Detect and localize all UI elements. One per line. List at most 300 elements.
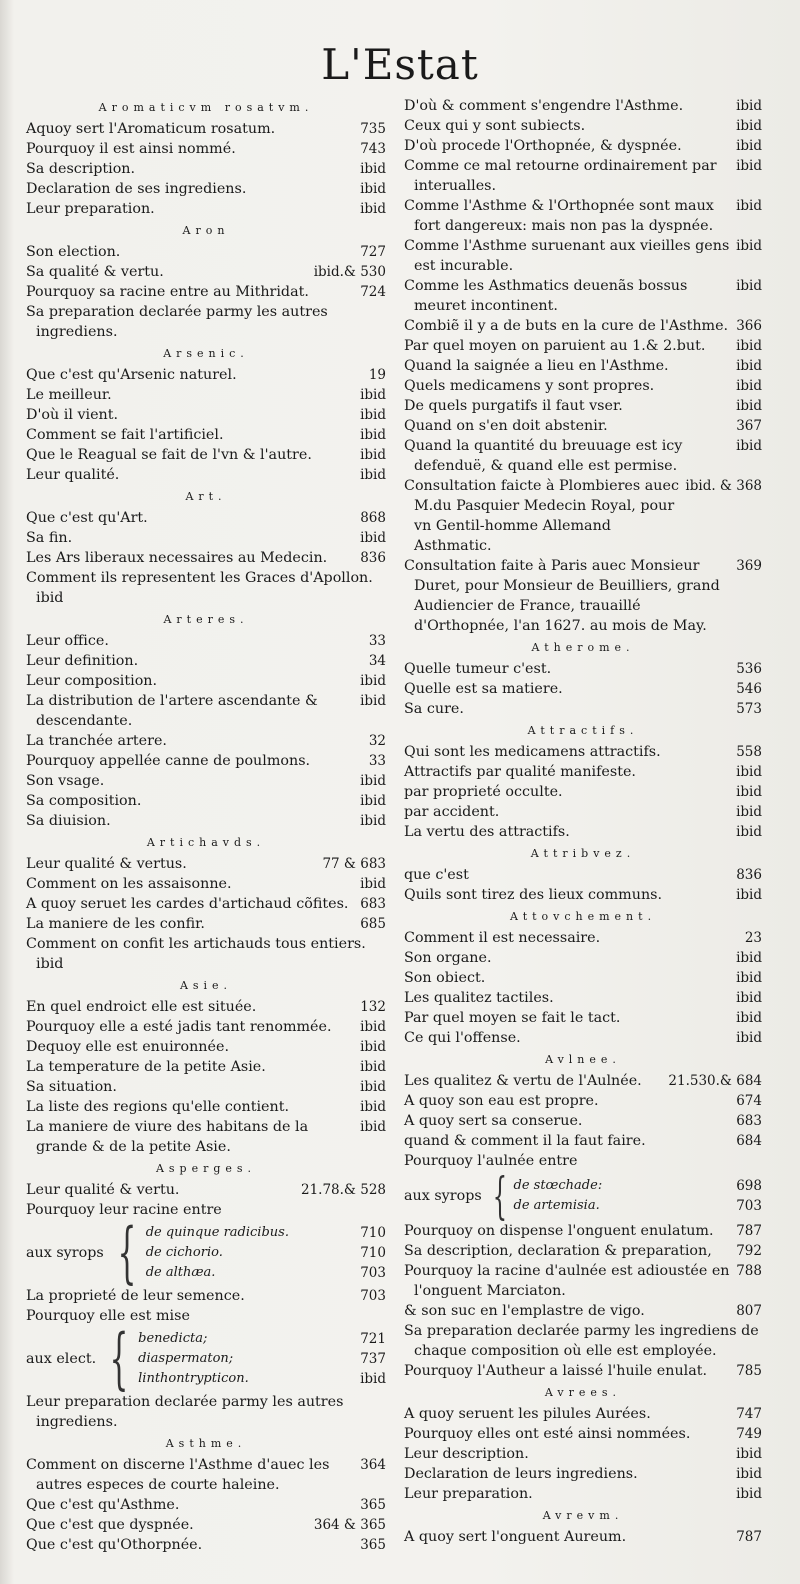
page-reference: ibid bbox=[360, 427, 386, 443]
entry-text: Pourquoy leur racine entre bbox=[26, 1202, 222, 1218]
index-entry bbox=[26, 1286, 386, 1306]
entry-text: Sa description, declaration & preparation, bbox=[404, 1243, 712, 1259]
index-entry bbox=[26, 1017, 386, 1037]
entry-text: Le meilleur. bbox=[26, 387, 112, 403]
index-entry bbox=[404, 865, 762, 885]
section-heading: Arteres. bbox=[163, 613, 249, 626]
entry-text: Sa qualité & vertu. bbox=[26, 264, 164, 280]
index-entry bbox=[404, 556, 762, 636]
section-heading: Avrevm. bbox=[542, 1509, 624, 1522]
group-item bbox=[146, 1263, 386, 1283]
entry-text: Quelle tumeur c'est. bbox=[404, 661, 552, 677]
entry-text: Quand la saignée a lieu en l'Asthme. bbox=[404, 358, 669, 374]
page-reference: ibid bbox=[360, 693, 386, 709]
index-entry bbox=[26, 425, 386, 445]
index-entry bbox=[404, 1071, 762, 1091]
entry-text: Pourquoy elle a esté jadis tant renommée. bbox=[26, 1019, 332, 1035]
index-entry bbox=[404, 928, 762, 948]
page-reference: 546 bbox=[736, 681, 762, 697]
index-entry bbox=[404, 396, 762, 416]
index-entry bbox=[26, 405, 386, 425]
group-item bbox=[146, 1223, 386, 1243]
page-reference: ibid bbox=[736, 138, 762, 154]
page-reference: ibid bbox=[736, 198, 762, 214]
section-heading: Attribvez. bbox=[530, 847, 636, 860]
entry-text: Leur description. bbox=[404, 1446, 529, 1462]
index-entry bbox=[404, 1028, 762, 1048]
entry-text: Que le Reagual se fait de l'vn & l'autre. bbox=[26, 447, 312, 463]
page-reference: ibid bbox=[360, 1119, 386, 1135]
index-entry bbox=[26, 791, 386, 811]
entry-text: Pourquoy appellée canne de poulmons. bbox=[26, 753, 311, 769]
entry-text: La proprieté de leur semence. bbox=[26, 1288, 245, 1304]
page-reference: 32 bbox=[368, 733, 386, 749]
page-reference: ibid bbox=[736, 338, 762, 354]
entry-text: Leur office. bbox=[26, 633, 109, 649]
entry-text: Comment on les assaisonne. bbox=[26, 876, 232, 892]
page-reference: 685 bbox=[360, 916, 386, 932]
entry-text: Pourquoy elle est mise bbox=[26, 1308, 190, 1324]
entry-text: que c'est bbox=[404, 867, 469, 883]
right-column bbox=[404, 96, 762, 1547]
entry-text: Comme ce mal retourne ordinairement par interualles. bbox=[404, 158, 717, 194]
section-heading: Asie. bbox=[179, 979, 233, 992]
entry-text: quand & comment il la faut faire. bbox=[404, 1133, 646, 1149]
page-reference: 743 bbox=[360, 141, 386, 157]
index-entry bbox=[26, 811, 386, 831]
index-entry bbox=[404, 136, 762, 156]
section-heading: Arsenic. bbox=[163, 347, 249, 360]
group-item bbox=[514, 1176, 763, 1196]
entry-text: La liste des regions qu'elle contient. bbox=[26, 1099, 290, 1115]
entry-text: Sa cure. bbox=[404, 701, 464, 717]
group-item bbox=[146, 1243, 386, 1263]
entry-text: D'où & comment s'engendre l'Asthme. bbox=[404, 98, 684, 114]
entry-text: Dequoy elle est enuironnée. bbox=[26, 1039, 229, 1055]
index-entry bbox=[404, 1444, 762, 1464]
index-entry bbox=[26, 262, 386, 282]
entry-text: Declaration de ses ingrediens. bbox=[26, 181, 247, 197]
page-reference: ibid bbox=[736, 98, 762, 114]
entry-text: Quelle est sa matiere. bbox=[404, 681, 563, 697]
index-entry bbox=[26, 1495, 386, 1515]
page-reference: ibid bbox=[736, 970, 762, 986]
entry-text: A quoy seruent les pilules Aurées. bbox=[404, 1406, 651, 1422]
entry-text: Declaration de leurs ingrediens. bbox=[404, 1466, 638, 1482]
index-entry bbox=[404, 699, 762, 719]
index-entry bbox=[26, 528, 386, 548]
entry-text: Sa fin. bbox=[26, 530, 73, 546]
index-entry bbox=[404, 1091, 762, 1111]
page-reference: ibid.& 530 bbox=[313, 264, 386, 280]
page-reference: 710 bbox=[360, 1245, 386, 1261]
page-reference: 703 bbox=[736, 1198, 762, 1214]
brace-glyph: { bbox=[492, 1167, 507, 1225]
page-reference: 787 bbox=[736, 1223, 762, 1239]
index-entry bbox=[26, 997, 386, 1017]
page-reference: 807 bbox=[736, 1303, 762, 1319]
entry-text: Pourquoy l'Autheur a laissé l'huile enulat. bbox=[404, 1363, 708, 1379]
page-reference: 34 bbox=[368, 653, 386, 669]
index-entry bbox=[404, 1131, 762, 1151]
index-entry bbox=[404, 1404, 762, 1424]
group-item bbox=[138, 1329, 386, 1349]
index-entry bbox=[26, 568, 386, 608]
index-entry bbox=[404, 1321, 762, 1361]
entry-text: D'où procede l'Orthopnée, & dyspnée. bbox=[404, 138, 682, 154]
page-reference: 365 bbox=[360, 1497, 386, 1513]
entry-text: Quels medicamens y sont propres. bbox=[404, 378, 655, 394]
entry-text: diaspermaton; bbox=[138, 1351, 234, 1366]
entry-text: par proprieté occulte. bbox=[404, 784, 563, 800]
index-entry bbox=[26, 1057, 386, 1077]
entry-text: La distribution de l'artere ascendante & descendante. bbox=[26, 693, 318, 729]
entry-text: Sa preparation declarée parmy les autres ingrediens. bbox=[26, 304, 328, 340]
index-entry bbox=[404, 1151, 762, 1171]
entry-text: La tranchée artere. bbox=[26, 733, 167, 749]
index-entry bbox=[404, 96, 762, 116]
entry-text: de cichorio. bbox=[145, 1245, 223, 1260]
index-entry bbox=[26, 934, 386, 974]
index-entry bbox=[404, 336, 762, 356]
index-entry bbox=[404, 659, 762, 679]
entry-text: Attractifs par qualité manifeste. bbox=[404, 764, 636, 780]
entry-text: Son organe. bbox=[404, 950, 492, 966]
page-reference: ibid bbox=[360, 793, 386, 809]
entry-text: Qui sont les medicamens attractifs. bbox=[404, 744, 661, 760]
entry-text: Pourquoy la racine d'aulnée est adioustée en l'onguent Marciaton. bbox=[404, 1263, 730, 1299]
entry-text: Sa situation. bbox=[26, 1079, 117, 1095]
section-heading: Attovchement. bbox=[509, 910, 657, 923]
entry-text: Combiẽ il y a de buts en la cure de l'Asthme. bbox=[404, 318, 729, 334]
index-entry bbox=[404, 376, 762, 396]
index-entry bbox=[404, 988, 762, 1008]
entry-text: Que c'est qu'Arsenic naturel. bbox=[26, 367, 237, 383]
entry-text: Leur preparation declarée parmy les autres ingrediens. bbox=[26, 1394, 344, 1430]
page-reference: 710 bbox=[360, 1225, 386, 1241]
page-reference: 77 & 683 bbox=[322, 856, 386, 872]
entry-text: La vertu des attractifs. bbox=[404, 824, 570, 840]
section-heading: Aromaticvm rosatvm. bbox=[98, 101, 314, 114]
entry-text: Son obiect. bbox=[404, 970, 486, 986]
index-entry bbox=[404, 1241, 762, 1261]
page-reference: 21.78.& 528 bbox=[300, 1182, 386, 1198]
index-entry bbox=[404, 476, 762, 556]
page-reference: 703 bbox=[360, 1265, 386, 1281]
index-entry bbox=[404, 762, 762, 782]
entry-text: Ce qui l'offense. bbox=[404, 1030, 521, 1046]
entry-text: Comment ils representent les Graces d'Apollon. ibid bbox=[26, 570, 373, 606]
page-reference: ibid bbox=[360, 1039, 386, 1055]
entry-text: Leur definition. bbox=[26, 653, 139, 669]
entry-text: De quels purgatifs il faut vser. bbox=[404, 398, 623, 414]
group-label: aux elect. bbox=[26, 1351, 97, 1367]
entry-text: Quand la quantité du breuuage est icy defenduë, & quand elle est permise. bbox=[404, 438, 683, 474]
page-reference: ibid bbox=[736, 1486, 762, 1502]
page-reference: 868 bbox=[360, 510, 386, 526]
index-entry bbox=[404, 679, 762, 699]
index-entry bbox=[26, 1077, 386, 1097]
index-entry bbox=[26, 1455, 386, 1495]
index-entry bbox=[26, 854, 386, 874]
entry-text: A quoy son eau est propre. bbox=[404, 1093, 599, 1109]
entry-text: Comment se fait l'artificiel. bbox=[26, 427, 224, 443]
page-reference: 369 bbox=[736, 558, 762, 574]
entry-text: La maniere de viure des habitans de la grande & de la petite Asie. bbox=[26, 1119, 309, 1155]
index-entry bbox=[26, 199, 386, 219]
group-label: aux syrops bbox=[26, 1245, 104, 1261]
page-reference: 727 bbox=[360, 244, 386, 260]
index-entry bbox=[404, 1261, 762, 1301]
entry-text: Comme l'Asthme suruenant aux vieilles gens est incurable. bbox=[404, 238, 730, 274]
page-reference: 364 bbox=[360, 1457, 386, 1473]
section-heading: Art. bbox=[185, 490, 227, 503]
index-entry bbox=[404, 316, 762, 336]
group-items bbox=[514, 1176, 763, 1216]
section-heading: Avlnee. bbox=[545, 1053, 621, 1066]
entry-text: A quoy seruet les cardes d'artichaud cõfites. bbox=[26, 896, 349, 912]
entry-text: Pourquoy sa racine entre au Mithridat. bbox=[26, 284, 309, 300]
index-entry bbox=[26, 548, 386, 568]
page-reference: 724 bbox=[360, 284, 386, 300]
index-entry bbox=[26, 914, 386, 934]
page-reference: 698 bbox=[736, 1178, 762, 1194]
index-entry bbox=[404, 196, 762, 236]
page-reference: ibid bbox=[360, 387, 386, 403]
page-reference: 836 bbox=[736, 867, 762, 883]
entry-text: de artemisia. bbox=[513, 1198, 600, 1213]
left-column bbox=[26, 96, 386, 1555]
entry-text: Comme l'Asthme & l'Orthopnée sont maux fort dangereux: mais non pas la dyspnée. bbox=[404, 198, 714, 234]
entry-text: Par quel moyen on paruient au 1.& 2.but. bbox=[404, 338, 706, 354]
page-reference: 683 bbox=[736, 1113, 762, 1129]
index-entry bbox=[26, 671, 386, 691]
page-reference: 21.530.& 684 bbox=[668, 1073, 762, 1089]
index-entry bbox=[26, 1097, 386, 1117]
index-entry bbox=[26, 651, 386, 671]
page-reference: ibid bbox=[736, 398, 762, 414]
section-heading: Aron bbox=[182, 224, 230, 237]
entry-text: Sa description. bbox=[26, 161, 136, 177]
section-heading: Asthme. bbox=[165, 1437, 247, 1450]
page-reference: 703 bbox=[360, 1288, 386, 1304]
page-reference: 792 bbox=[736, 1243, 762, 1259]
page-reference: ibid bbox=[360, 1059, 386, 1075]
group-items bbox=[146, 1223, 386, 1283]
entry-text: Que c'est qu'Art. bbox=[26, 510, 148, 526]
page-reference: ibid bbox=[360, 530, 386, 546]
page-reference: ibid bbox=[736, 887, 762, 903]
entry-text: Par quel moyen se fait le tact. bbox=[404, 1010, 621, 1026]
index-entry bbox=[26, 385, 386, 405]
entry-text: Son vsage. bbox=[26, 773, 105, 789]
index-entry bbox=[26, 465, 386, 485]
entry-text: Aquoy sert l'Aromaticum rosatum. bbox=[26, 121, 276, 137]
page-reference: 573 bbox=[736, 701, 762, 717]
page-reference: ibid bbox=[360, 201, 386, 217]
entry-text: Leur preparation. bbox=[26, 201, 155, 217]
index-entry bbox=[26, 1306, 386, 1326]
section-heading: Avrees. bbox=[544, 1386, 622, 1399]
entry-text: par accident. bbox=[404, 804, 500, 820]
entry-text: Leur composition. bbox=[26, 673, 158, 689]
page-reference: 365 bbox=[360, 1537, 386, 1553]
index-entry bbox=[404, 416, 762, 436]
page-reference: ibid bbox=[736, 378, 762, 394]
entry-text: La maniere de les confir. bbox=[26, 916, 205, 932]
entry-text: Pourquoy on dispense l'onguent enulatum. bbox=[404, 1223, 714, 1239]
index-entry bbox=[26, 771, 386, 791]
page-reference: ibid bbox=[736, 238, 762, 254]
page-reference: 132 bbox=[360, 999, 386, 1015]
index-entry bbox=[26, 631, 386, 651]
index-entry bbox=[26, 1392, 386, 1432]
page-reference: ibid bbox=[736, 278, 762, 294]
index-entry bbox=[404, 948, 762, 968]
page-reference: ibid bbox=[736, 764, 762, 780]
entry-text: Sa preparation declarée parmy les ingrediens de chaque composition où elle est employée. bbox=[404, 1323, 759, 1359]
section-heading: Atherome. bbox=[531, 641, 635, 654]
bracketed-group bbox=[26, 1320, 386, 1397]
entry-text: Comme les Asthmatics deuenãs bossus meuret incontinent. bbox=[404, 278, 688, 314]
index-entry bbox=[26, 751, 386, 771]
page-reference: 749 bbox=[736, 1426, 762, 1442]
page-reference: ibid bbox=[360, 1099, 386, 1115]
entry-text: A quoy sert l'onguent Aureum. bbox=[404, 1529, 627, 1545]
group-item bbox=[138, 1369, 386, 1389]
page-reference: ibid bbox=[360, 161, 386, 177]
page-reference: ibid bbox=[360, 467, 386, 483]
page-reference: 787 bbox=[736, 1529, 762, 1545]
page-reference: ibid bbox=[736, 1446, 762, 1462]
index-entry bbox=[404, 236, 762, 276]
page-reference: ibid bbox=[360, 447, 386, 463]
page-reference: 23 bbox=[744, 930, 762, 946]
index-entry bbox=[26, 894, 386, 914]
page-reference: ibid. & 368 bbox=[685, 478, 762, 494]
entry-text: Ceux qui y sont subiects. bbox=[404, 118, 586, 134]
group-items bbox=[138, 1329, 386, 1389]
page-reference: 364 & 365 bbox=[313, 1517, 386, 1533]
page-reference: ibid bbox=[360, 773, 386, 789]
index-entry bbox=[404, 802, 762, 822]
index-entry bbox=[26, 1037, 386, 1057]
page-reference: 737 bbox=[360, 1351, 386, 1367]
entry-text: & son suc en l'emplastre de vigo. bbox=[404, 1303, 645, 1319]
entry-text: Quils sont tirez des lieux communs. bbox=[404, 887, 663, 903]
group-label: aux syrops bbox=[404, 1188, 482, 1204]
index-entry bbox=[404, 742, 762, 762]
bracketed-group bbox=[404, 1167, 762, 1225]
index-entry bbox=[26, 282, 386, 302]
group-item bbox=[138, 1349, 386, 1369]
index-entry bbox=[404, 1301, 762, 1321]
index-entry bbox=[404, 968, 762, 988]
index-entry bbox=[26, 179, 386, 199]
entry-text: Leur qualité & vertus. bbox=[26, 856, 187, 872]
index-entry bbox=[26, 1117, 386, 1157]
page-reference: ibid bbox=[736, 158, 762, 174]
entry-text: Quand on s'en doit abstenir. bbox=[404, 418, 608, 434]
entry-text: D'où il vient. bbox=[26, 407, 119, 423]
entry-text: Que c'est qu'Othorpnée. bbox=[26, 1537, 203, 1553]
section-heading: Asperges. bbox=[155, 1162, 257, 1175]
entry-text: de stœchade: bbox=[513, 1178, 603, 1193]
entry-text: Les Ars liberaux necessaires au Medecin. bbox=[26, 550, 328, 566]
entry-text: A quoy sert sa conserue. bbox=[404, 1113, 583, 1129]
page-reference: ibid bbox=[360, 876, 386, 892]
index-entry bbox=[404, 885, 762, 905]
entry-text: Consultation faicte à Plombieres auec M.du Pasquier Medecin Royal, pour vn Gentil-homme Allemand Asthmatic. bbox=[404, 478, 679, 554]
page-reference: 367 bbox=[736, 418, 762, 434]
page-reference: ibid bbox=[360, 1371, 386, 1387]
index-entry bbox=[26, 139, 386, 159]
page-reference: ibid bbox=[736, 118, 762, 134]
index-entry bbox=[404, 356, 762, 376]
page-reference: 836 bbox=[360, 550, 386, 566]
page-reference: ibid bbox=[360, 181, 386, 197]
index-entry bbox=[26, 1200, 386, 1220]
entry-text: La temperature de la petite Asie. bbox=[26, 1059, 266, 1075]
page-reference: 788 bbox=[736, 1263, 762, 1279]
page-reference: ibid bbox=[360, 1079, 386, 1095]
index-entry bbox=[26, 242, 386, 262]
page-reference: 684 bbox=[736, 1133, 762, 1149]
page-reference: 735 bbox=[360, 121, 386, 137]
index-entry bbox=[26, 691, 386, 731]
page-reference: ibid bbox=[736, 1030, 762, 1046]
entry-text: Comment on confit les artichauds tous entiers. ibid bbox=[26, 936, 366, 972]
index-entry bbox=[26, 1535, 386, 1555]
index-entry bbox=[404, 156, 762, 196]
page-reference: 19 bbox=[368, 367, 386, 383]
page-reference: 536 bbox=[736, 661, 762, 677]
page-reference: ibid bbox=[360, 813, 386, 829]
entry-text: Pourquoy il est ainsi nommé. bbox=[26, 141, 236, 157]
brace-glyph: { bbox=[109, 1320, 129, 1397]
index-entry bbox=[26, 365, 386, 385]
page-reference: ibid bbox=[736, 438, 762, 454]
entry-text: Les qualitez tactiles. bbox=[404, 990, 554, 1006]
index-entry bbox=[404, 1111, 762, 1131]
page-reference: ibid bbox=[736, 804, 762, 820]
page-reference: 721 bbox=[360, 1331, 386, 1347]
section-heading: Attractifs. bbox=[527, 724, 639, 737]
index-entry bbox=[404, 1527, 762, 1547]
index-entry bbox=[26, 302, 386, 342]
page-reference: 683 bbox=[360, 896, 386, 912]
entry-text: Son election. bbox=[26, 244, 121, 260]
page-reference: ibid bbox=[736, 358, 762, 374]
entry-text: En quel endroict elle est située. bbox=[26, 999, 257, 1015]
entry-text: benedicta; bbox=[138, 1331, 208, 1346]
index-entry bbox=[26, 119, 386, 139]
index-entry bbox=[404, 1464, 762, 1484]
index-entry bbox=[404, 1221, 762, 1241]
entry-text: Que c'est que dyspnée. bbox=[26, 1517, 194, 1533]
page-reference: ibid bbox=[736, 990, 762, 1006]
entry-text: Que c'est qu'Asthme. bbox=[26, 1497, 180, 1513]
index-entry bbox=[26, 508, 386, 528]
running-title: L'Estat bbox=[321, 40, 479, 89]
entry-text: Pourquoy l'aulnée entre bbox=[404, 1153, 578, 1169]
page-reference: 366 bbox=[736, 318, 762, 334]
index-entry bbox=[26, 159, 386, 179]
entry-text: Leur qualité. bbox=[26, 467, 120, 483]
index-entry bbox=[26, 1515, 386, 1535]
entry-text: Leur preparation. bbox=[404, 1486, 533, 1502]
page-reference: ibid bbox=[736, 824, 762, 840]
